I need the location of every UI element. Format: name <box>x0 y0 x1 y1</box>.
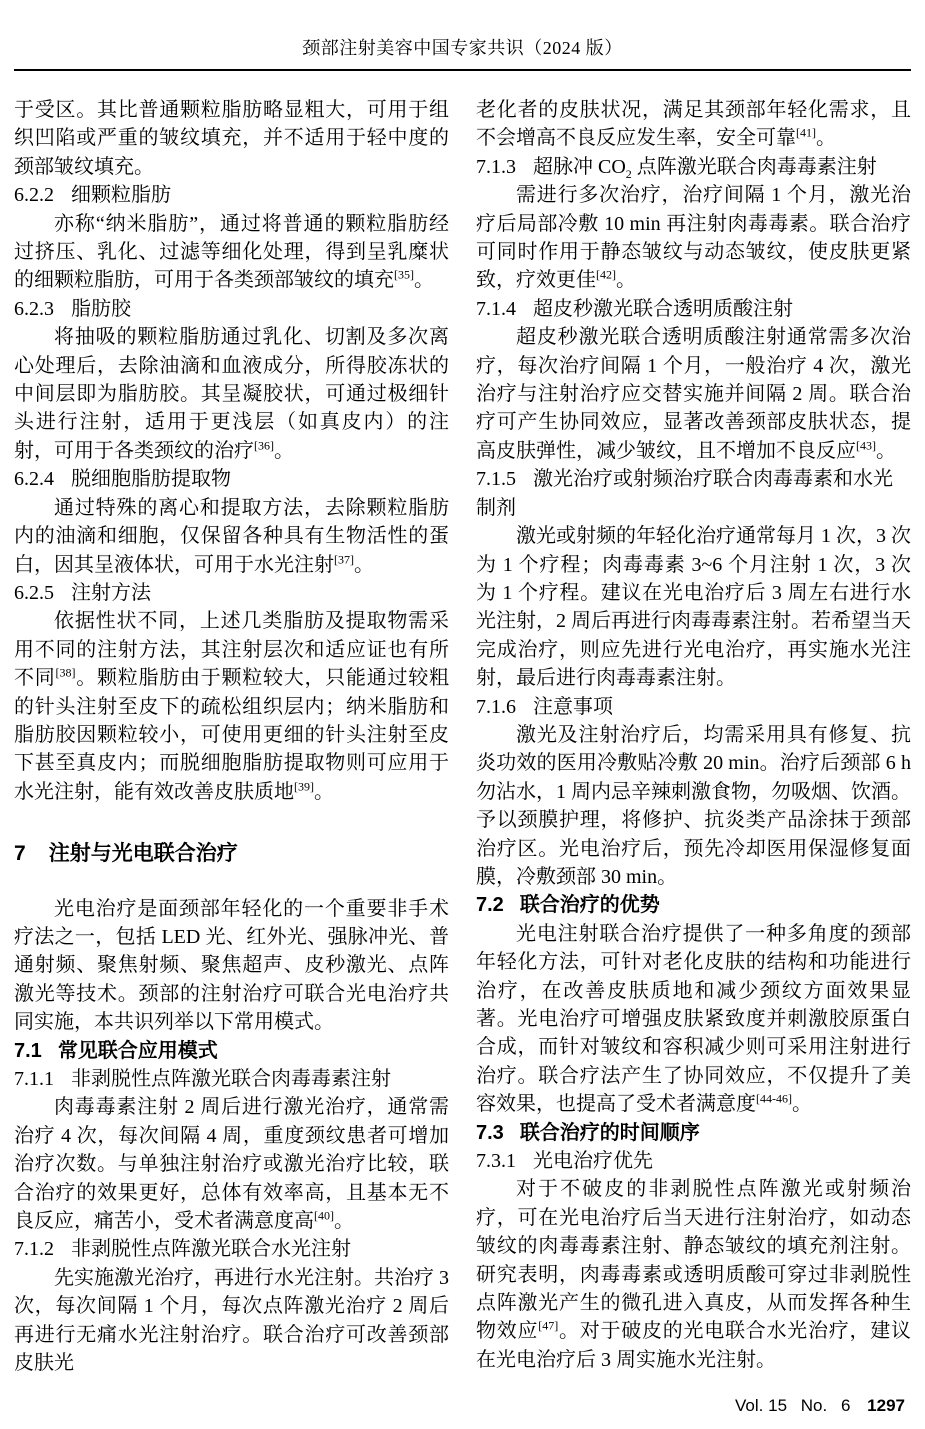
body-paragraph <box>14 323 449 465</box>
body-paragraph <box>14 210 449 295</box>
heading-number: 7.3.1 <box>476 1150 516 1173</box>
text-run: 注射与光电联合治疗 <box>48 842 238 866</box>
citation-ref: [40] <box>314 1208 334 1223</box>
body-paragraph <box>476 323 911 465</box>
section-heading <box>14 295 449 323</box>
text-run: 非剥脱性点阵激光联合水光注射 <box>71 1238 351 1261</box>
text-run: 。 <box>354 553 374 576</box>
two-column-body <box>0 71 925 1377</box>
text-run: 通过特殊的离心和提取方法，去除颗粒脂肪内的油滴和细胞，仅保留各种具有生物活性的蛋白，因其呈液体状，可用于水光注射 <box>14 496 449 576</box>
heading-number: 7.1.2 <box>14 1238 54 1261</box>
text-run: 光电治疗是面颈部年轻化的一个重要非手术疗法之一，包括 LED 光、红外光、强脉冲光、普通射频、聚焦射频、聚焦超声、皮秒激光、点阵激光等技术。颈部的注射治疗可联合光电治疗共同实施，本共识列举以下常用模式。 <box>14 897 449 1034</box>
section-heading <box>14 1037 449 1065</box>
citation-ref: [41] <box>796 125 816 140</box>
section-heading <box>14 579 449 607</box>
section-heading <box>476 891 911 919</box>
text-run: 依据性状不同，上述几类脂肪及提取物需采用不同的注射方法，其注射层次和适应证也有所不同 <box>14 610 449 690</box>
body-paragraph <box>14 1264 449 1378</box>
section-heading <box>14 1235 449 1263</box>
heading-number: 6.2.5 <box>14 581 54 604</box>
text-run: 。 <box>616 269 636 292</box>
text-run: 。颗粒脂肪由于颗粒较大，只能通过较粗的针头注射至皮下的疏松组织层内；纳米脂肪和脂肪胶因颗粒较小，可使用更细的针头注射至皮下甚至真皮内；而脱细胞脂肪提取物则可应用于水光注射，能有效改善皮肤质地 <box>14 667 449 803</box>
body-paragraph <box>14 494 449 579</box>
page-header <box>0 0 925 71</box>
heading-number: 7.3 <box>476 1121 504 1144</box>
text-run: 激光治疗或射频治疗联合肉毒毒素和水光制剂 <box>476 468 893 519</box>
text-run: 超皮秒激光联合透明质酸注射 <box>533 297 793 320</box>
section-heading <box>476 153 911 181</box>
text-run: 。 <box>274 439 294 462</box>
citation-ref: [44-46] <box>756 1091 792 1106</box>
citation-ref: [36] <box>254 438 274 453</box>
text-run: 联合治疗的时间顺序 <box>519 1121 700 1144</box>
text-run: 激光及注射治疗后，均需采用具有修复、抗炎功效的医用冷敷贴冷敷 20 min。治疗后颈部 6 h 勿沾水，1 周内忌辛辣刺激食物，勿吸烟、饮酒。予以颈膜护理，将修护、抗炎类产品涂抹于颈部治疗区。光电治疗后，预先冷却医用保湿修复面膜，冷敷颈部 30 min。 <box>476 723 911 888</box>
text-run: 。 <box>816 127 836 150</box>
volume-label: Vol. 15 <box>735 1396 788 1415</box>
right-column <box>476 96 911 1377</box>
text-run: 于受区。其比普通颗粒脂肪略显粗大，可用于组织凹陷或严重的皱纹填充，并不适用于轻中度的颈部皱纹填充。 <box>14 99 449 178</box>
text-run: 光电注射联合治疗提供了一种多角度的颈部年轻化方法，可针对老化皮肤的结构和功能进行治疗，在改善皮肤质地和减少颈纹方面效果显著。光电治疗可增强皮肤紧致度并刺激胶原蛋白合成，而针对皱纹和容积减少则可采用注射进行治疗。联合疗法产生了协同效应，不仅提升了美容效果，也提高了受术者满意度 <box>476 922 911 1116</box>
citation-ref: [43] <box>856 438 876 453</box>
heading-number: 7.1.6 <box>476 695 516 718</box>
citation-ref: [38] <box>55 665 76 680</box>
text-run: 光电治疗优先 <box>533 1150 653 1173</box>
text-run: 细颗粒脂肪 <box>71 184 171 207</box>
text-run: 注射方法 <box>71 581 151 604</box>
citation-ref: [39] <box>294 779 314 794</box>
body-paragraph <box>476 920 911 1119</box>
citation-ref: [42] <box>596 267 616 282</box>
text-run: 脂肪胶 <box>71 297 131 320</box>
section-heading <box>14 840 449 868</box>
text-run: 超皮秒激光联合透明质酸注射通常需多次治疗，每次治疗间隔 1 个月，一般治疗 4 次，激光治疗与注射治疗应交替实施并间隔 2 周。联合治疗可产生协同效应，显著改善颈部皮肤状态，提高皮肤弹性，减少皱纹，且不增加不良反应 <box>476 326 911 462</box>
heading-number: 7.2 <box>476 894 504 917</box>
text-run: 亦称“纳米脂肪”，通过将普通的颗粒脂肪经过挤压、乳化、过滤等细化处理，得到呈乳糜状的细颗粒脂肪，可用于各类颈部皱纹的填充 <box>14 212 449 292</box>
section-heading <box>476 465 911 522</box>
text-run: 。 <box>876 439 896 462</box>
section-heading <box>476 295 911 323</box>
text-run: 非剥脱性点阵激光联合肉毒毒素注射 <box>71 1068 391 1090</box>
left-column <box>14 96 449 1377</box>
text-run: 脱细胞脂肪提取物 <box>71 468 231 491</box>
body-paragraph <box>14 607 449 806</box>
text-run: 。 <box>792 1093 812 1116</box>
heading-number: 7.1.1 <box>14 1068 54 1090</box>
text-run: 常见联合应用模式 <box>57 1039 218 1062</box>
body-paragraph <box>476 96 911 153</box>
heading-number: 7.1.5 <box>476 468 516 491</box>
citation-ref: [37] <box>334 551 354 566</box>
text-run: 联合治疗的优势 <box>519 894 660 917</box>
page-number: 1297 <box>867 1396 905 1415</box>
text-run: 超脉冲 CO <box>533 155 626 178</box>
text-run: 。 <box>414 269 434 292</box>
text-run: 肉毒毒素注射 2 周后进行激光治疗，通常需治疗 4 次，每次间隔 4 周，重度颈纹患者可增加治疗次数。与单独注射治疗或激光治疗比较，联合治疗的效果更好，总体有效率高，且基本无不良反应，痛苦小，受术者满意度高 <box>14 1096 449 1233</box>
body-paragraph <box>14 96 449 181</box>
subscript-text: 2 <box>625 166 632 181</box>
text-run: 对于不破皮的非剥脱性点阵激光或射频治疗，可在光电治疗后当天进行注射治疗，如动态皱纹的肉毒毒素注射、静态皱纹的填充剂注射。研究表明，肉毒毒素或透明质酸可穿过非剥脱性点阵激光产生的微孔进入真皮，从而发挥各种生物效应 <box>476 1178 911 1343</box>
text-run: 。 <box>314 780 334 803</box>
heading-number: 7.1.4 <box>476 297 516 320</box>
page-footer <box>726 1396 905 1416</box>
section-heading <box>476 693 911 721</box>
text-run: 。对于破皮的光电联合水光治疗，建议在光电治疗后 3 周实施水光注射。 <box>476 1320 911 1371</box>
heading-number: 6.2.2 <box>14 184 54 207</box>
body-paragraph <box>476 721 911 891</box>
issue-label: No. <box>800 1396 828 1415</box>
section-heading <box>14 465 449 493</box>
text-run: 需进行多次治疗，治疗间隔 1 个月，激光治疗后局部冷敷 10 min 再注射肉毒毒素。联合治疗可同时作用于静态皱纹与动态皱纹，使皮肤更紧致，疗效更佳 <box>476 184 911 292</box>
issue-number: 6 <box>840 1396 851 1415</box>
heading-number: 6.2.4 <box>14 468 54 491</box>
section-heading <box>14 1065 449 1093</box>
text-run: 将抽吸的颗粒脂肪通过乳化、切割及多次离心处理后，去除油滴和血液成分，所得胶冻状的中间层即为脂肪胶。其呈凝胶状，可通过极细针头进行注射，适用于更浅层（如真皮内）的注射，可用于各类颈纹的治疗 <box>14 326 449 462</box>
section-heading <box>476 1119 911 1147</box>
heading-number: 7 <box>14 842 26 866</box>
text-run: 。 <box>334 1210 354 1233</box>
heading-number: 7.1.3 <box>476 155 516 178</box>
text-run: 注意事项 <box>533 695 613 718</box>
running-head-title: 颈部注射美容中国专家共识（2024 版） <box>302 38 623 58</box>
section-heading <box>14 181 449 209</box>
heading-number: 6.2.3 <box>14 297 54 320</box>
text-run: 点阵激光联合肉毒毒素注射 <box>631 155 877 178</box>
body-paragraph <box>14 895 449 1037</box>
body-paragraph <box>476 1175 911 1374</box>
body-paragraph <box>476 181 911 295</box>
body-paragraph <box>476 522 911 692</box>
citation-ref: [35] <box>394 267 414 282</box>
text-run: 先实施激光治疗，再进行水光注射。共治疗 3 次，每次间隔 1 个月，每次点阵激光治疗 2 周后再进行无痛水光注射治疗。联合治疗可改善颈部皮肤光 <box>14 1266 449 1375</box>
text-run: 激光或射频的年轻化治疗通常每月 1 次，3 次为 1 个疗程；肉毒毒素 3~6 个月注射 1 次，3 次为 1 个疗程。建议在光电治疗后 3 周左右进行水光注射，2 周后再进行肉毒毒素注射。若希望当天完成治疗，则应先进行光电治疗，再实施水光注射，最后进行肉毒毒素注射。 <box>476 525 911 690</box>
body-paragraph <box>14 1093 449 1235</box>
text-run: 老化者的皮肤状况，满足其颈部年轻化需求，且不会增高不良反应发生率，安全可靠 <box>476 99 911 150</box>
section-heading <box>476 1147 911 1175</box>
heading-number: 7.1 <box>14 1039 42 1062</box>
citation-ref: [47] <box>538 1318 559 1333</box>
